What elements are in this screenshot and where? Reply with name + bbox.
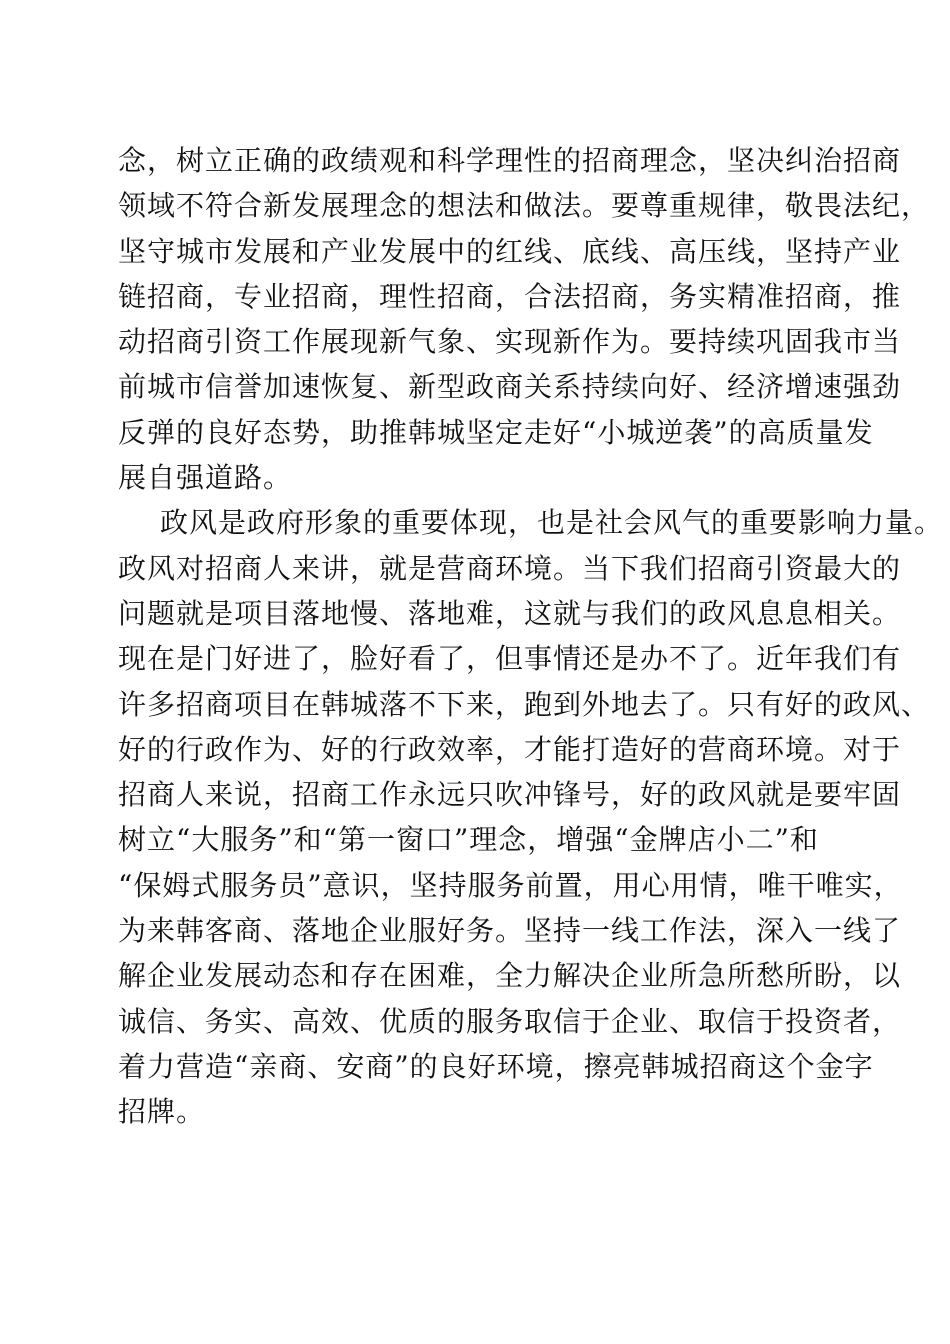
- paragraph-line: 现在是门好进了，脸好看了，但事情还是办不了。近年我们有: [118, 642, 902, 676]
- paragraph-line: 动招商引资工作展现新气象、实现新作为。要持续巩固我市当: [118, 325, 902, 359]
- paragraph-line: 展自强道路。: [118, 461, 293, 495]
- paragraph-1: [118, 138, 931, 500]
- paragraph-line: 诚信、务实、高效、优质的服务取信于企业、取信于投资者，: [118, 1004, 902, 1038]
- paragraph-line: 着力营造“亲商、安商”的良好环境，擦亮韩城招商这个金字: [118, 1049, 874, 1083]
- paragraph-line: 链招商，专业招商，理性招商，合法招商，务实精准招商，推: [118, 279, 902, 313]
- paragraph-line: 为来韩客商、落地企业服好务。坚持一线工作法，深入一线了: [118, 914, 902, 948]
- paragraph-line: 招牌。: [118, 1095, 206, 1129]
- paragraph-line: 领域不符合新发展理念的想法和做法。要尊重规律，敬畏法纪，: [118, 189, 931, 223]
- paragraph-line: 许多招商项目在韩城落不下来，跑到外地去了。只有好的政风、: [118, 687, 931, 721]
- paragraph-line: 解企业发展动态和存在困难，全力解决企业所急所愁所盼，以: [118, 959, 902, 993]
- paragraph-line: 政风对招商人来讲，就是营商环境。当下我们招商引资最大的: [118, 551, 902, 585]
- paragraph-line: 好的行政作为、好的行政效率，才能打造好的营商环境。对于: [118, 732, 902, 766]
- paragraph-line: 招商人来说，招商工作永远只吹冲锋号，好的政风就是要牢固: [118, 778, 902, 812]
- paragraph-line: 前城市信誉加速恢复、新型政商关系持续向好、经济增速强劲: [118, 370, 902, 404]
- paragraph-line: 问题就是项目落地慢、落地难，这就与我们的政风息息相关。: [118, 596, 902, 630]
- paragraph-line: “保姆式服务员”意识，坚持服务前置，用心用情，唯干唯实，: [118, 868, 903, 902]
- paragraph-line: 树立“大服务”和“第一窗口”理念，增强“金牌店小二”和: [118, 823, 819, 857]
- document-body: [118, 138, 944, 1135]
- paragraph-2: [118, 500, 944, 1134]
- paragraph-line: 反弹的良好态势，助推韩城坚定走好“小城逆袭”的高质量发: [118, 415, 874, 449]
- paragraph-line: 政风是政府形象的重要体现，也是社会风气的重要影响力量。: [160, 506, 944, 540]
- paragraph-line: 念，树立正确的政绩观和科学理性的招商理念，坚决纠治招商: [118, 144, 902, 177]
- paragraph-line: 坚守城市发展和产业发展中的红线、底线、高压线，坚持产业: [118, 234, 902, 268]
